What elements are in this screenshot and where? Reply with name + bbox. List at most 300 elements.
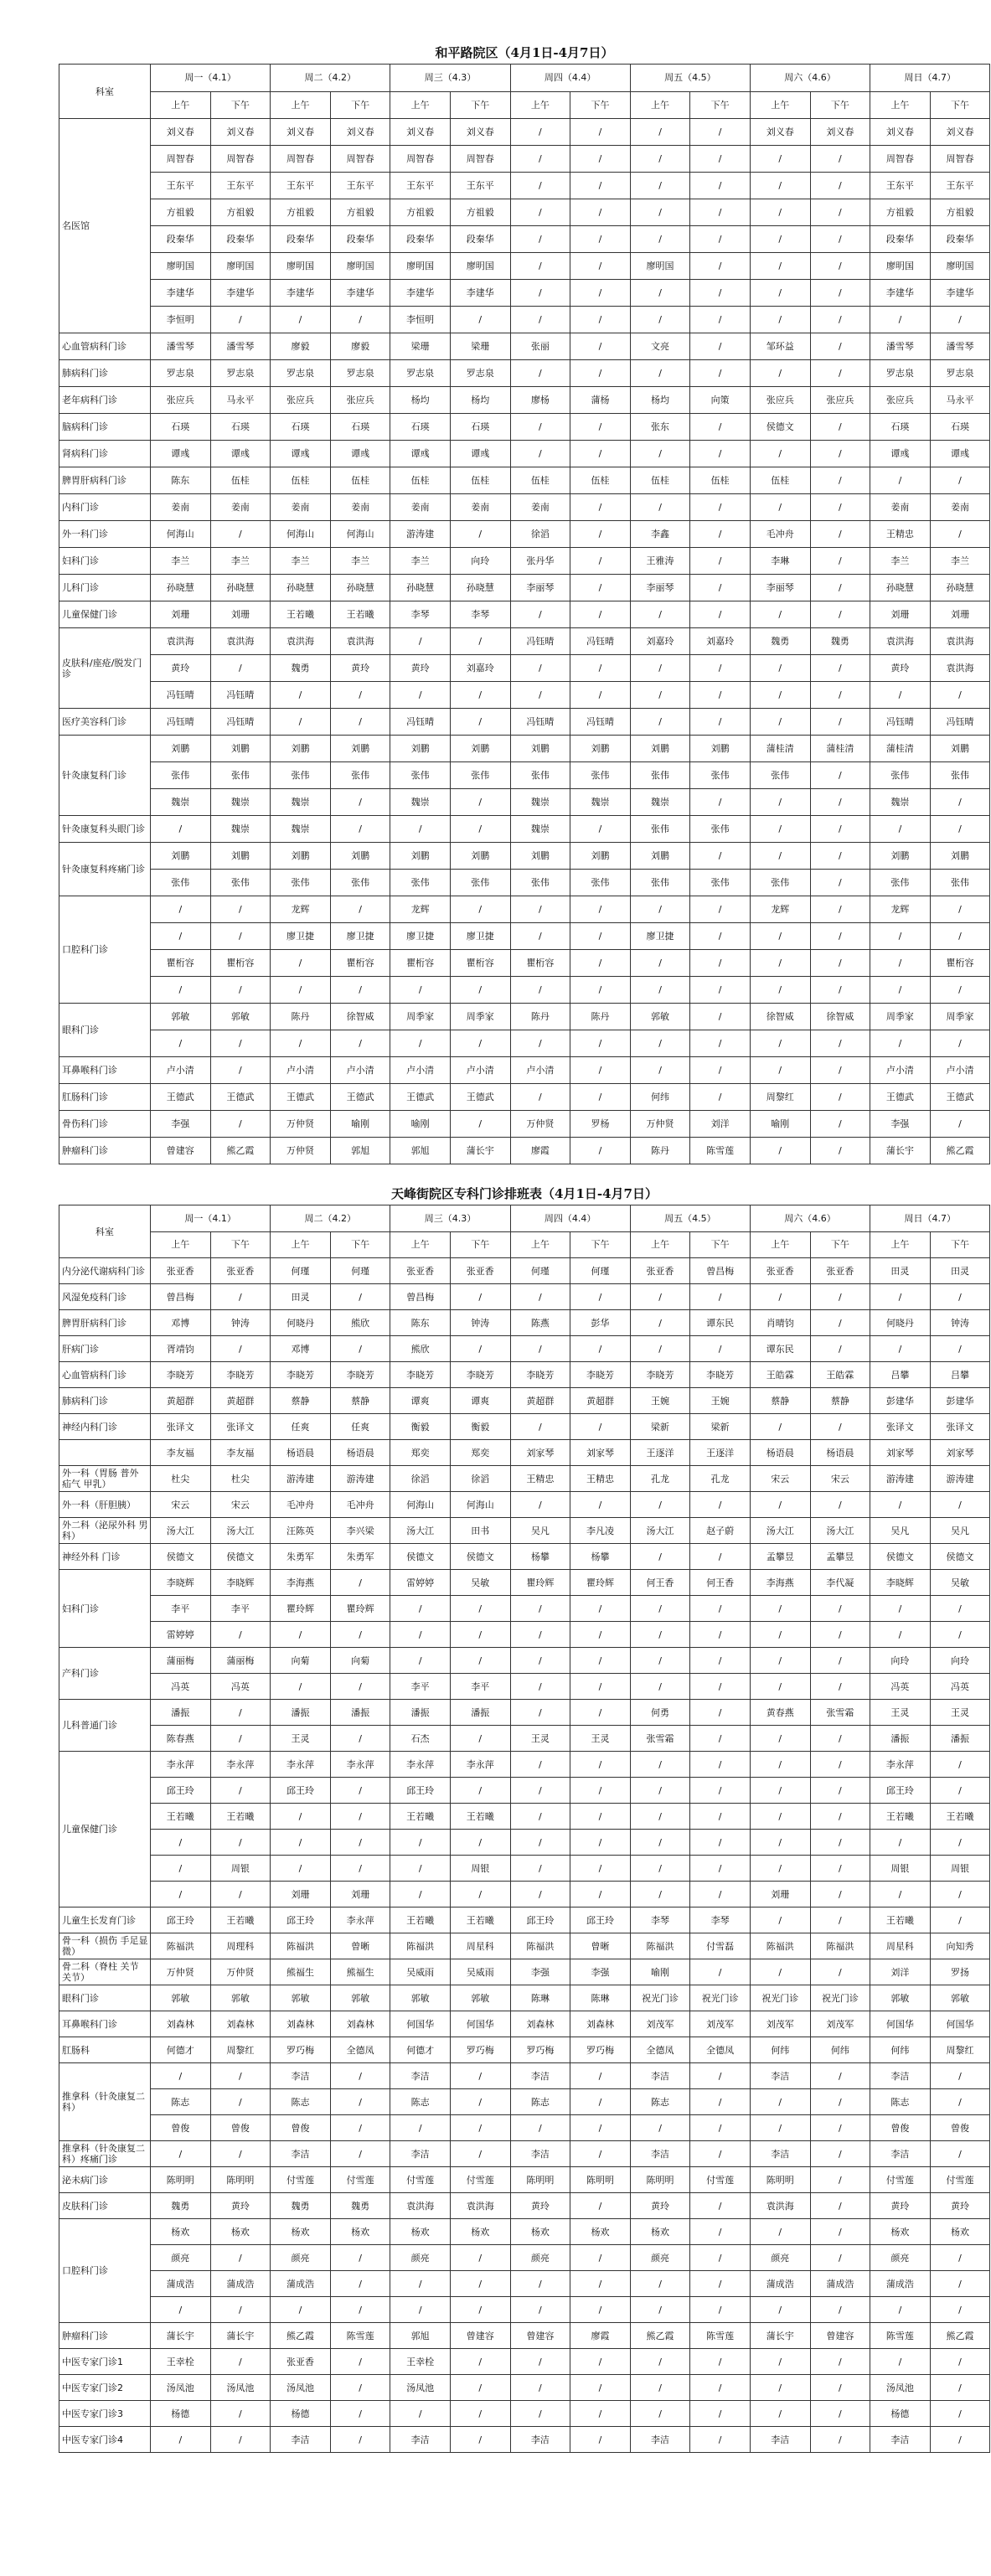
doctor-cell: /: [390, 1648, 451, 1674]
doctor-cell: 全德凤: [630, 2037, 690, 2063]
doctor-cell: 王灵: [930, 1700, 990, 1726]
doctor-cell: /: [570, 199, 631, 226]
doctor-cell: 刘珊: [930, 601, 990, 628]
doctor-cell: /: [750, 1778, 810, 1804]
doctor-cell: 杨德: [870, 2401, 931, 2427]
doctor-cell: /: [930, 896, 990, 923]
doctor-cell: 李建华: [930, 280, 990, 307]
doctor-cell: 杨欢: [510, 2219, 570, 2245]
table-row: [59, 2115, 990, 2141]
doctor-cell: 张亚香: [210, 1258, 271, 1284]
doctor-cell: 廖明国: [390, 253, 451, 280]
doctor-cell: 廖明国: [930, 253, 990, 280]
day-header: 周四（4.4）: [510, 65, 630, 92]
doctor-cell: 何海山: [450, 1492, 510, 1518]
doctor-cell: /: [690, 923, 751, 950]
doctor-cell: 汤大江: [151, 1518, 211, 1544]
doctor-cell: 刘鹏: [870, 843, 931, 870]
doctor-cell: /: [450, 1111, 510, 1138]
doctor-cell: /: [690, 2115, 751, 2141]
doctor-cell: /: [870, 2349, 931, 2375]
doctor-cell: 刘义春: [870, 119, 931, 146]
doctor-cell: 王婉: [690, 1388, 751, 1414]
doctor-cell: 宋云: [210, 1492, 271, 1518]
doctor-cell: 廖卫捷: [630, 923, 690, 950]
doctor-cell: /: [750, 816, 810, 843]
doctor-cell: 周银: [450, 1856, 510, 1882]
doctor-cell: /: [810, 1336, 870, 1362]
doctor-cell: 陈志: [510, 2089, 570, 2115]
doctor-cell: 王若曦: [930, 1804, 990, 1830]
am-header: 上午: [750, 1231, 810, 1258]
table-row: [59, 1258, 990, 1284]
day-header: 周六（4.6）: [750, 1205, 870, 1232]
doctor-cell: 蒲桂清: [750, 736, 810, 762]
doctor-cell: /: [810, 1057, 870, 1084]
doctor-cell: 龙辉: [271, 896, 331, 923]
doctor-cell: /: [750, 601, 810, 628]
doctor-cell: /: [330, 2089, 390, 2115]
doctor-cell: /: [810, 870, 870, 896]
doctor-cell: 杨语晨: [810, 1440, 870, 1466]
doctor-cell: 刘义春: [750, 119, 810, 146]
doctor-cell: 王精忠: [510, 1466, 570, 1492]
doctor-cell: /: [810, 494, 870, 521]
doctor-cell: 张伟: [330, 870, 390, 896]
doctor-cell: 蒲成浩: [151, 2271, 211, 2297]
doctor-cell: 宋云: [750, 1466, 810, 1492]
day-header: 周三（4.3）: [390, 65, 510, 92]
doctor-cell: 刘珊: [870, 601, 931, 628]
doctor-cell: /: [810, 521, 870, 548]
doctor-cell: /: [750, 494, 810, 521]
doctor-cell: /: [810, 601, 870, 628]
doctor-cell: 刘家琴: [870, 1440, 931, 1466]
doctor-cell: /: [210, 2063, 271, 2089]
doctor-cell: /: [330, 2427, 390, 2453]
doctor-cell: 石瑛: [390, 414, 451, 441]
doctor-cell: /: [630, 1284, 690, 1310]
table-row: [59, 146, 990, 173]
doctor-cell: /: [450, 2297, 510, 2323]
doctor-cell: 汤大江: [390, 1518, 451, 1544]
doctor-cell: /: [510, 146, 570, 173]
doctor-cell: 邓博: [151, 1310, 211, 1336]
doctor-cell: /: [930, 1336, 990, 1362]
doctor-cell: /: [330, 2271, 390, 2297]
am-header: 上午: [390, 91, 451, 119]
doctor-cell: 杨欢: [930, 2219, 990, 2245]
doctor-cell: /: [870, 1030, 931, 1057]
doctor-cell: /: [930, 1596, 990, 1622]
doctor-cell: 汤凤池: [210, 2375, 271, 2401]
doctor-cell: 刘义春: [390, 119, 451, 146]
doctor-cell: 熊福生: [271, 1959, 331, 1985]
doctor-cell: 卢小清: [930, 1057, 990, 1084]
doctor-cell: 张丽: [510, 333, 570, 360]
table-row: [59, 896, 990, 923]
doctor-cell: 刘珊: [271, 1882, 331, 1907]
doctor-cell: 冯钰晴: [390, 709, 451, 736]
doctor-cell: 吴威雨: [390, 1959, 451, 1985]
section2-schedule-table: [59, 1205, 990, 2453]
doctor-cell: /: [930, 1622, 990, 1648]
day-header: 周四（4.4）: [510, 1205, 630, 1232]
doctor-cell: 李晓芳: [271, 1362, 331, 1388]
doctor-cell: /: [690, 1084, 751, 1111]
dept-cell: 皮肤科门诊: [59, 2193, 151, 2219]
day-header: 周日（4.7）: [870, 65, 990, 92]
doctor-cell: /: [210, 2141, 271, 2167]
doctor-cell: 田灵: [930, 1258, 990, 1284]
doctor-cell: 游涛建: [271, 1466, 331, 1492]
table-row: [59, 1648, 990, 1674]
doctor-cell: 潘振: [930, 1726, 990, 1752]
doctor-cell: /: [810, 762, 870, 789]
doctor-cell: /: [810, 226, 870, 253]
doctor-cell: 方祖毅: [330, 199, 390, 226]
doctor-cell: 肖晴钧: [750, 1310, 810, 1336]
doctor-cell: 李恒明: [151, 307, 211, 333]
doctor-cell: 张亚香: [151, 1258, 211, 1284]
doctor-cell: 侯德文: [151, 1544, 211, 1570]
doctor-cell: /: [690, 1778, 751, 1804]
doctor-cell: 杨语晨: [330, 1440, 390, 1466]
doctor-cell: /: [570, 1138, 631, 1164]
doctor-cell: /: [930, 816, 990, 843]
doctor-cell: 熊福生: [330, 1959, 390, 1985]
doctor-cell: 刘义春: [930, 119, 990, 146]
doctor-cell: /: [450, 1596, 510, 1622]
doctor-cell: 李洁: [870, 2427, 931, 2453]
doctor-cell: 瞿桁容: [210, 950, 271, 977]
doctor-cell: 陈春燕: [151, 1726, 211, 1752]
doctor-cell: 陈志: [870, 2089, 931, 2115]
doctor-cell: 刘义春: [450, 119, 510, 146]
doctor-cell: /: [630, 199, 690, 226]
doctor-cell: 周智春: [450, 146, 510, 173]
doctor-cell: 李丽琴: [510, 575, 570, 601]
doctor-cell: /: [510, 2375, 570, 2401]
doctor-cell: /: [570, 2193, 631, 2219]
doctor-cell: 郭旭: [390, 1138, 451, 1164]
doctor-cell: /: [810, 2167, 870, 2193]
doctor-cell: 蒲成浩: [271, 2271, 331, 2297]
doctor-cell: 李兰: [930, 548, 990, 575]
dept-cell: 脾胃肝病科门诊: [59, 467, 151, 494]
doctor-cell: 张伟: [750, 762, 810, 789]
table-row: [59, 2375, 990, 2401]
doctor-cell: /: [750, 2219, 810, 2245]
doctor-cell: /: [210, 1778, 271, 1804]
doctor-cell: 邱王玲: [390, 1778, 451, 1804]
doctor-cell: 何国华: [870, 2011, 931, 2037]
table-row: [59, 601, 990, 628]
doctor-cell: 罗志泉: [210, 360, 271, 387]
doctor-cell: /: [330, 682, 390, 709]
doctor-cell: 陈明明: [210, 2167, 271, 2193]
table-row: [59, 1030, 990, 1057]
doctor-cell: /: [930, 521, 990, 548]
doctor-cell: 王灵: [271, 1726, 331, 1752]
doctor-cell: /: [450, 1830, 510, 1856]
doctor-cell: 张亚香: [810, 1258, 870, 1284]
doctor-cell: /: [750, 226, 810, 253]
doctor-cell: /: [151, 816, 211, 843]
doctor-cell: 卢小清: [330, 1057, 390, 1084]
doctor-cell: 刘茂军: [750, 2011, 810, 2037]
doctor-cell: 李兰: [330, 548, 390, 575]
doctor-cell: 冯钰晴: [510, 709, 570, 736]
doctor-cell: 李晓辉: [151, 1570, 211, 1596]
doctor-cell: /: [690, 2401, 751, 2427]
table-row: [59, 1830, 990, 1856]
doctor-cell: 冯英: [870, 1674, 931, 1700]
doctor-cell: /: [750, 1804, 810, 1830]
doctor-cell: 刘珊: [750, 1882, 810, 1907]
doctor-cell: 杜尖: [151, 1466, 211, 1492]
doctor-cell: 杨欢: [630, 2219, 690, 2245]
doctor-cell: 黄玲: [930, 2193, 990, 2219]
doctor-cell: 姜南: [330, 494, 390, 521]
doctor-cell: /: [930, 977, 990, 1004]
doctor-cell: 李洁: [390, 2141, 451, 2167]
doctor-cell: /: [210, 923, 271, 950]
doctor-cell: 李晓辉: [210, 1570, 271, 1596]
doctor-cell: 孙晓慧: [930, 575, 990, 601]
doctor-cell: /: [570, 655, 631, 682]
doctor-cell: 魏勇: [810, 628, 870, 655]
doctor-cell: /: [271, 682, 331, 709]
section1-title: 和平路院区（4月1日-4月7日）: [435, 45, 614, 60]
doctor-cell: 李恒明: [390, 307, 451, 333]
doctor-cell: 李兰: [870, 548, 931, 575]
doctor-cell: 刘鹏: [271, 736, 331, 762]
doctor-cell: 潘雪琴: [151, 333, 211, 360]
dept-cell: 外二科（泌尿外科 男科）: [59, 1518, 151, 1544]
doctor-cell: /: [271, 950, 331, 977]
doctor-cell: /: [570, 1284, 631, 1310]
table-row: [59, 199, 990, 226]
doctor-cell: 袁洪海: [930, 655, 990, 682]
pm-header: 下午: [570, 1231, 631, 1258]
doctor-cell: /: [271, 1674, 331, 1700]
doctor-cell: /: [810, 1882, 870, 1907]
doctor-cell: 黄超群: [570, 1388, 631, 1414]
doctor-cell: 廖明国: [870, 253, 931, 280]
doctor-cell: /: [630, 360, 690, 387]
doctor-cell: 周理科: [210, 1933, 271, 1959]
dept-header: 科室: [59, 1205, 151, 1258]
doctor-cell: /: [210, 521, 271, 548]
doctor-cell: 张丹华: [510, 548, 570, 575]
table-row: [59, 2271, 990, 2297]
doctor-cell: /: [690, 333, 751, 360]
doctor-cell: 石杰: [390, 1726, 451, 1752]
doctor-cell: /: [570, 682, 631, 709]
doctor-cell: 刘嘉玲: [450, 655, 510, 682]
doctor-cell: /: [450, 2401, 510, 2427]
doctor-cell: 向玲: [450, 548, 510, 575]
doctor-cell: /: [330, 2375, 390, 2401]
doctor-cell: 杨均: [630, 387, 690, 414]
table-row: [59, 173, 990, 199]
doctor-cell: 徐滔: [390, 1466, 451, 1492]
doctor-cell: 石瑛: [271, 414, 331, 441]
doctor-cell: 瞿桁容: [450, 950, 510, 977]
doctor-cell: /: [690, 1752, 751, 1778]
table-row: [59, 2323, 990, 2349]
doctor-cell: /: [210, 1830, 271, 1856]
doctor-cell: 杨攀: [510, 1544, 570, 1570]
doctor-cell: /: [450, 1882, 510, 1907]
doctor-cell: 张伟: [570, 762, 631, 789]
doctor-cell: 段秦华: [930, 226, 990, 253]
doctor-cell: 王若曦: [271, 601, 331, 628]
table-row: [59, 1084, 990, 1111]
dept-cell: 儿科普通门诊: [59, 1700, 151, 1752]
doctor-cell: /: [630, 1882, 690, 1907]
doctor-cell: 毛冲舟: [271, 1492, 331, 1518]
doctor-cell: 蔡静: [810, 1388, 870, 1414]
doctor-cell: 周星科: [450, 1933, 510, 1959]
table-row: [59, 2089, 990, 2115]
doctor-cell: 王婉: [630, 1388, 690, 1414]
doctor-cell: /: [450, 2375, 510, 2401]
day-header: 周六（4.6）: [750, 65, 870, 92]
doctor-cell: /: [750, 173, 810, 199]
doctor-cell: 张伟: [630, 762, 690, 789]
doctor-cell: /: [810, 173, 870, 199]
doctor-cell: 刘鹏: [450, 736, 510, 762]
doctor-cell: 廖明国: [151, 253, 211, 280]
doctor-cell: /: [750, 280, 810, 307]
am-header: 上午: [750, 91, 810, 119]
am-header: 上午: [151, 1231, 211, 1258]
doctor-cell: /: [810, 977, 870, 1004]
doctor-cell: 刘鹏: [930, 843, 990, 870]
doctor-cell: 吴敏: [450, 1570, 510, 1596]
doctor-cell: /: [510, 655, 570, 682]
doctor-cell: 潘振: [151, 1700, 211, 1726]
am-header: 上午: [510, 91, 570, 119]
day-header: 周一（4.1）: [151, 65, 271, 92]
doctor-cell: /: [570, 548, 631, 575]
doctor-cell: 李洁: [271, 2141, 331, 2167]
pm-header: 下午: [210, 91, 271, 119]
doctor-cell: 毛冲舟: [330, 1492, 390, 1518]
doctor-cell: 何海山: [151, 521, 211, 548]
doctor-cell: 李琴: [450, 601, 510, 628]
doctor-cell: /: [570, 2141, 631, 2167]
table-row: [59, 1362, 990, 1388]
doctor-cell: 瞿桁容: [510, 950, 570, 977]
doctor-cell: 赵子蔚: [690, 1518, 751, 1544]
table-row: [59, 1933, 990, 1959]
doctor-cell: 陈志: [271, 2089, 331, 2115]
doctor-cell: 向菊: [271, 1648, 331, 1674]
doctor-cell: 马永平: [930, 387, 990, 414]
doctor-cell: /: [930, 2141, 990, 2167]
day-header: 周三（4.3）: [390, 1205, 510, 1232]
dept-cell: 神经内科门诊: [59, 1414, 151, 1440]
doctor-cell: 王德武: [870, 1084, 931, 1111]
doctor-cell: 蒲桂清: [810, 736, 870, 762]
doctor-cell: /: [570, 977, 631, 1004]
doctor-cell: 张译文: [870, 1414, 931, 1440]
doctor-cell: /: [271, 977, 331, 1004]
doctor-cell: /: [690, 2297, 751, 2323]
doctor-cell: 王若曦: [210, 1907, 271, 1933]
doctor-cell: /: [630, 1830, 690, 1856]
doctor-cell: /: [690, 1856, 751, 1882]
doctor-cell: /: [570, 307, 631, 333]
doctor-cell: 徐滔: [510, 521, 570, 548]
dept-cell: 脑病科门诊: [59, 414, 151, 441]
doctor-cell: /: [750, 146, 810, 173]
doctor-cell: /: [750, 2401, 810, 2427]
doctor-cell: 邓博: [271, 1336, 331, 1362]
doctor-cell: /: [450, 2115, 510, 2141]
doctor-cell: /: [390, 682, 451, 709]
doctor-cell: 廖杨: [510, 387, 570, 414]
doctor-cell: /: [151, 2427, 211, 2453]
dept-cell: 针灸康复科头眼门诊: [59, 816, 151, 843]
doctor-cell: 段秦华: [330, 226, 390, 253]
pm-header: 下午: [810, 1231, 870, 1258]
doctor-cell: 罗志泉: [271, 360, 331, 387]
doctor-cell: 邱王玲: [570, 1907, 631, 1933]
doctor-cell: 李友福: [210, 1440, 271, 1466]
doctor-cell: 王东平: [271, 173, 331, 199]
doctor-cell: 刘鹏: [690, 736, 751, 762]
doctor-cell: 伍桂: [630, 467, 690, 494]
doctor-cell: /: [510, 226, 570, 253]
doctor-cell: /: [630, 709, 690, 736]
doctor-cell: /: [930, 1111, 990, 1138]
doctor-cell: 周智春: [870, 146, 931, 173]
doctor-cell: 蒲桂清: [870, 736, 931, 762]
dept-cell: 内科门诊: [59, 494, 151, 521]
table-row: [59, 789, 990, 816]
doctor-cell: /: [810, 789, 870, 816]
table-row: [59, 226, 990, 253]
table-row: [59, 1622, 990, 1648]
doctor-cell: 杨德: [271, 2401, 331, 2427]
doctor-cell: 魏崇: [210, 816, 271, 843]
doctor-cell: 张伟: [390, 762, 451, 789]
doctor-cell: /: [450, 709, 510, 736]
doctor-cell: 孙晓慧: [151, 575, 211, 601]
doctor-cell: 何海山: [330, 521, 390, 548]
doctor-cell: 杨欢: [330, 2219, 390, 2245]
doctor-cell: /: [810, 1648, 870, 1674]
doctor-cell: 雷婷婷: [390, 1570, 451, 1596]
doctor-cell: /: [810, 333, 870, 360]
doctor-cell: /: [930, 2401, 990, 2427]
doctor-cell: /: [750, 1622, 810, 1648]
doctor-cell: 周银: [210, 1856, 271, 1882]
doctor-cell: /: [690, 2063, 751, 2089]
doctor-cell: /: [870, 682, 931, 709]
dept-cell: 推拿科（针灸康复二科）疼痛门诊: [59, 2141, 151, 2167]
doctor-cell: /: [690, 789, 751, 816]
doctor-cell: /: [810, 307, 870, 333]
doctor-cell: 张应兵: [750, 387, 810, 414]
doctor-cell: 魏崇: [210, 789, 271, 816]
doctor-cell: 李建华: [210, 280, 271, 307]
doctor-cell: 谭彧: [870, 441, 931, 467]
